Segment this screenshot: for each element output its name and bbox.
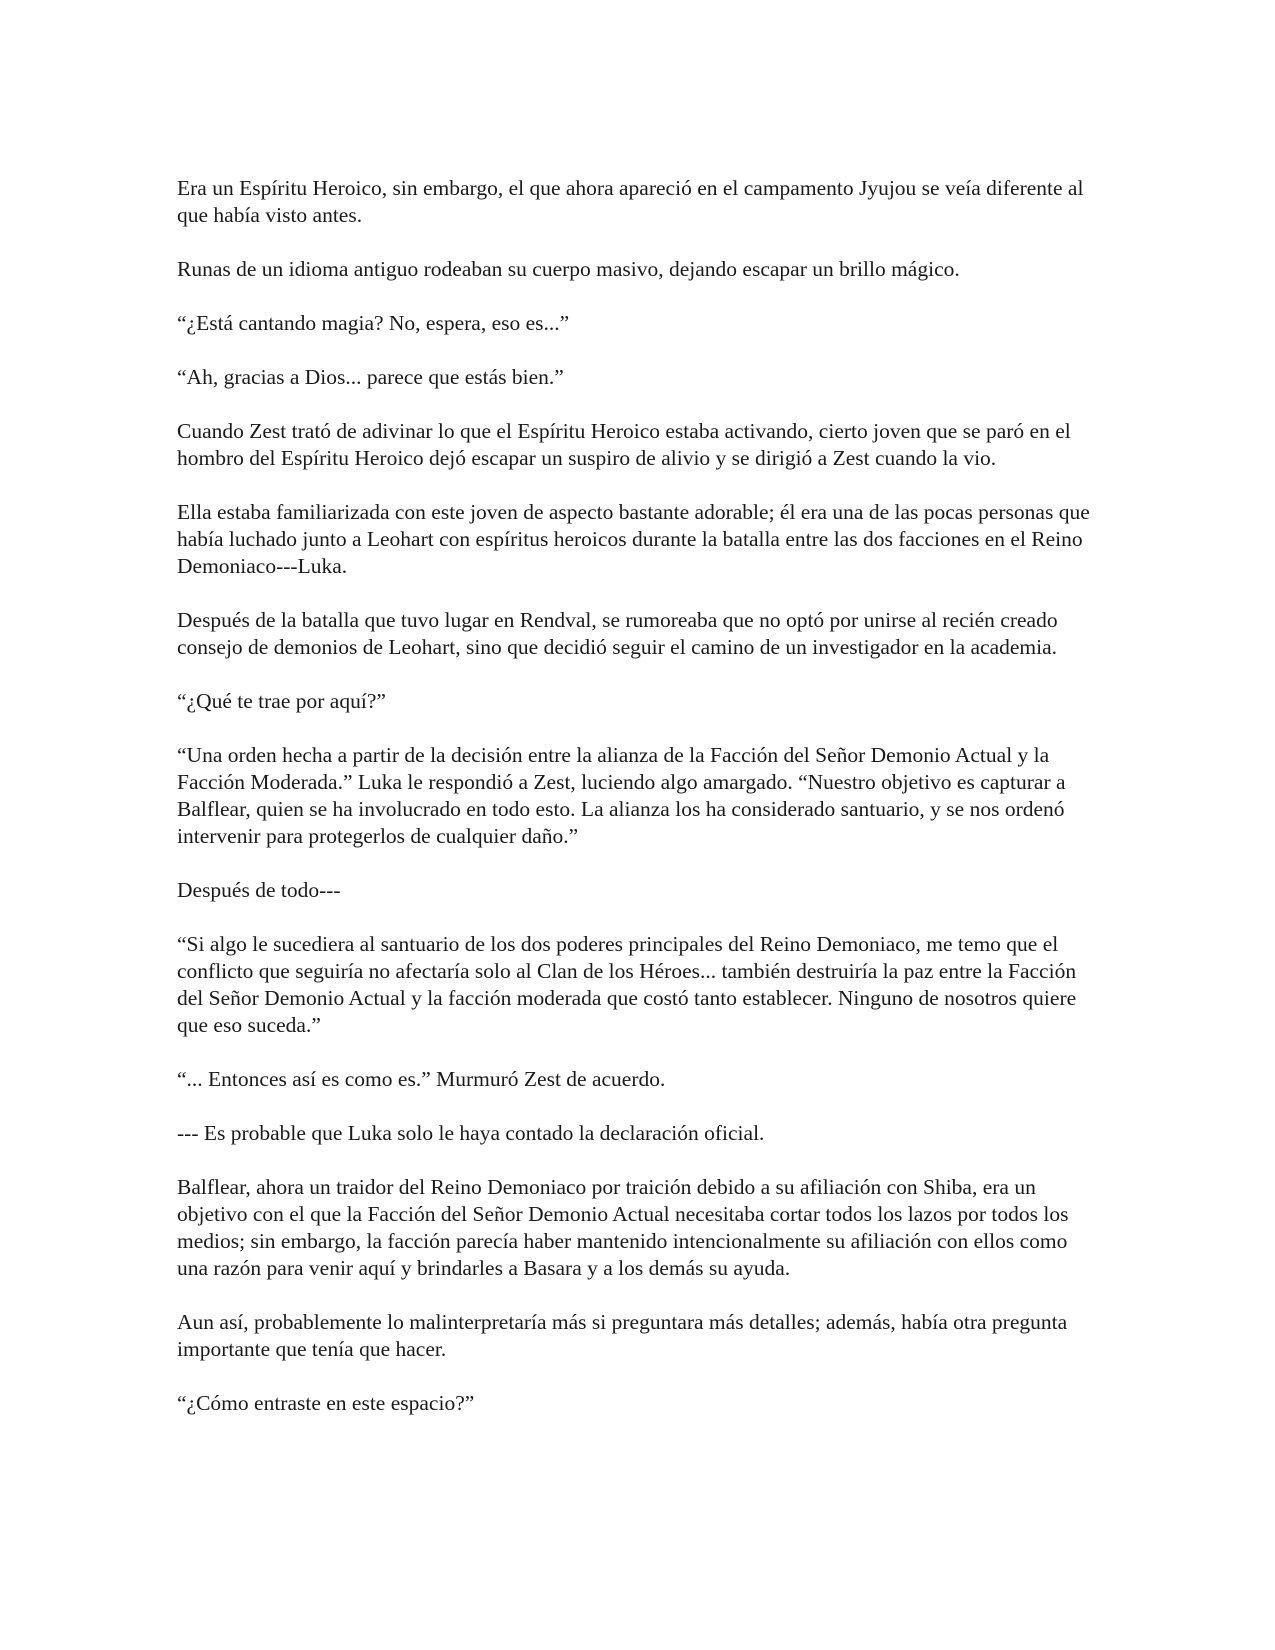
paragraph: Ella estaba familiarizada con este joven de aspecto bastante adorable; él era una de las pocas personas que había luchado junto a Leohart con espíritus heroicos durante la batalla entre las dos facciones en el Reino Demoniaco---Luka.: [177, 500, 1090, 578]
document-body: [177, 175, 1102, 1444]
paragraph: --- Es probable que Luka solo le haya contado la declaración oficial.: [177, 1121, 765, 1145]
paragraph: “... Entonces así es como es.” Murmuró Zest de acuerdo.: [177, 1067, 666, 1091]
paragraph: “¿Está cantando magia? No, espera, eso es...”: [177, 311, 570, 335]
paragraph: “Si algo le sucediera al santuario de los dos poderes principales del Reino Demoniaco, me temo que el conflicto que seguiría no afectaría solo al Clan de los Héroes... también destruiría la paz entre la Facción del Señor Demonio Actual y la facción moderada que costó tanto establecer. Ninguno de nosotros quiere que eso suceda.”: [177, 932, 1077, 1037]
paragraph: “Ah, gracias a Dios... parece que estás bien.”: [177, 365, 564, 389]
paragraph: Balflear, ahora un traidor del Reino Demoniaco por traición debido a su afiliación con Shiba, era un objetivo con el que la Facción del Señor Demonio Actual necesitaba cortar todos los lazos por todos los medios; sin embargo, la facción parecía haber mantenido intencionalmente su afiliación con ellos como una razón para venir aquí y brindarles a Basara y a los demás su ayuda.: [177, 1175, 1069, 1280]
paragraph: “¿Qué te trae por aquí?”: [177, 689, 386, 713]
paragraph: Cuando Zest trató de adivinar lo que el Espíritu Heroico estaba activando, cierto joven que se paró en el hombro del Espíritu Heroico dejó escapar un suspiro de alivio y se dirigió a Zest cuando la vio.: [177, 419, 1071, 470]
paragraph: Después de la batalla que tuvo lugar en Rendval, se rumoreaba que no optó por unirse al recién creado consejo de demonios de Leohart, sino que decidió seguir el camino de un investigador en la academia.: [177, 608, 1058, 659]
paragraph: Aun así, probablemente lo malinterpretaría más si preguntara más detalles; además, había otra pregunta importante que tenía que hacer.: [177, 1310, 1068, 1361]
paragraph: “¿Cómo entraste en este espacio?”: [177, 1391, 475, 1415]
paragraph: Era un Espíritu Heroico, sin embargo, el que ahora apareció en el campamento Jyujou se veía diferente al que había visto antes.: [177, 176, 1084, 227]
paragraph: “Una orden hecha a partir de la decisión entre la alianza de la Facción del Señor Demonio Actual y la Facción Moderada.” Luka le respondió a Zest, luciendo algo amargado. “Nuestro objetivo es capturar a Balflear, quien se ha involucrado en todo esto. La alianza los ha considerado santuario, y se nos ordenó intervenir para protegerlos de cualquier daño.”: [177, 743, 1066, 848]
paragraph: Runas de un idioma antiguo rodeaban su cuerpo masivo, dejando escapar un brillo mágico.: [177, 257, 960, 281]
paragraph: Después de todo---: [177, 878, 341, 902]
